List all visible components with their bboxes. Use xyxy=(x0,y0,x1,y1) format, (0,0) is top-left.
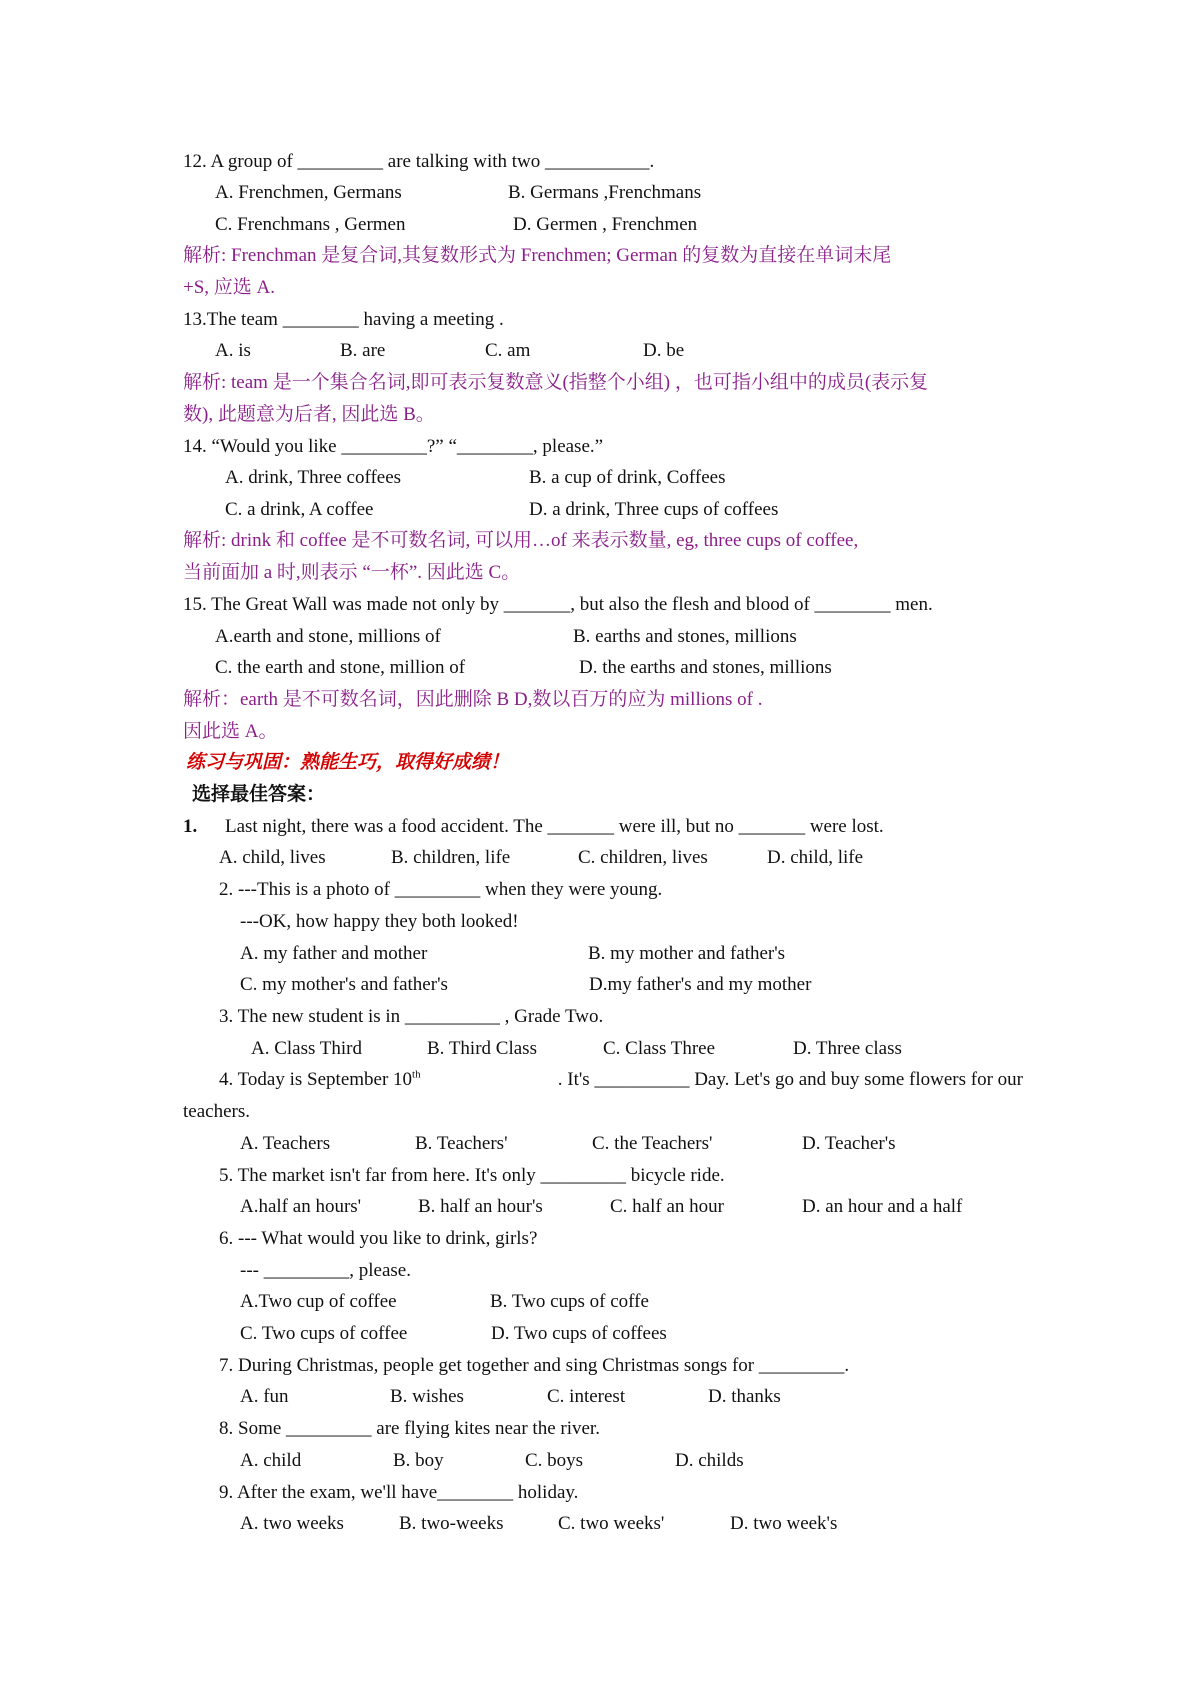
option-d: D.my father's and my mother xyxy=(589,974,812,995)
heading-text: 练习与巩固：熟能生巧，取得好成绩！ xyxy=(186,752,510,773)
option-c: C. boys xyxy=(525,1450,584,1471)
option-a: A. fun xyxy=(240,1386,289,1407)
question-stem: 2. ---This is a photo of _________ when they were young. xyxy=(219,879,663,900)
option-b: B. earths and stones, millions xyxy=(573,626,797,647)
option-d: D. two week's xyxy=(730,1513,838,1534)
option-d: D. Three class xyxy=(793,1038,902,1059)
option-a: A. Frenchmen, Germans xyxy=(215,182,402,203)
option-a: A. child xyxy=(240,1450,302,1471)
option-b: B. two-weeks xyxy=(399,1513,504,1534)
option-d: D. be xyxy=(643,340,685,361)
question-stem: 3. The new student is in __________ , Grade Two. xyxy=(219,1006,604,1027)
option-c: C. children, lives xyxy=(578,847,708,868)
explanation-line: +S, 应选 A. xyxy=(183,277,276,298)
question-stem: ---OK, how happy they both looked! xyxy=(240,911,519,932)
option-b: B. Third Class xyxy=(427,1038,537,1059)
option-a: A. my father and mother xyxy=(240,943,428,964)
option-b: B. children, life xyxy=(391,847,511,868)
question-stem: teachers. xyxy=(183,1101,250,1122)
question-stem xyxy=(219,1068,1023,1092)
question-stem: 8. Some _________ are flying kites near the river. xyxy=(219,1418,600,1439)
question-stem: 13.The team ________ having a meeting . xyxy=(183,309,504,330)
option-c: C. am xyxy=(485,340,531,361)
question-stem: 7. During Christmas, people get together and sing Christmas songs for _________. xyxy=(219,1355,850,1376)
explanation-line: 因此选 A。 xyxy=(183,721,278,742)
option-d: D. Two cups of coffees xyxy=(491,1323,667,1344)
option-d: D. child, life xyxy=(767,847,864,868)
question-stem: 15. The Great Wall was made not only by _______, but also the flesh and blood of ________ men. xyxy=(183,594,933,615)
stem-part: . It's __________ Day. Let's go and buy some flowers for our xyxy=(557,1069,1023,1090)
option-a: A. child, lives xyxy=(219,847,326,868)
option-b: B. a cup of drink, Coffees xyxy=(529,467,726,488)
option-d: D. the earths and stones, millions xyxy=(579,657,832,678)
option-b: B. half an hour's xyxy=(418,1196,543,1217)
option-a: A. drink, Three coffees xyxy=(225,467,402,488)
option-c: C. Class Three xyxy=(603,1038,716,1059)
option-c: C. a drink, A coffee xyxy=(225,499,374,520)
explanation-line: 当前面加 a 时,则表示 “一杯”. 因此选 C。 xyxy=(183,562,521,583)
option-c: C. the earth and stone, million of xyxy=(215,657,466,678)
option-a: A.half an hours' xyxy=(240,1196,362,1217)
option-a: A. Teachers xyxy=(240,1133,331,1154)
option-b: B. wishes xyxy=(390,1386,464,1407)
explanation-line: 解析: team 是一个集合名词,即可表示复数意义(指整个小组) ，也可指小组中的成员(表示复 xyxy=(183,372,929,393)
option-c: C. Frenchmans , Germen xyxy=(215,214,406,235)
superscript: th xyxy=(412,1068,421,1081)
option-c: C. two weeks' xyxy=(558,1513,665,1534)
option-d: D. thanks xyxy=(708,1386,781,1407)
option-a: A. two weeks xyxy=(240,1513,344,1534)
option-d: D. Teacher's xyxy=(802,1133,896,1154)
option-a: A. Class Third xyxy=(251,1038,363,1059)
explanation-line: 解析：earth 是不可数名词，因此删除 B D,数以百万的应为 millions of . xyxy=(183,689,763,710)
exercise-number: 1. xyxy=(183,816,198,837)
question-stem: 9. After the exam, we'll have________ holiday. xyxy=(219,1482,579,1503)
question-stem: 5. The market isn't far from here. It's only _________ bicycle ride. xyxy=(219,1165,725,1186)
option-d: D. a drink, Three cups of coffees xyxy=(529,499,779,520)
option-c: C. my mother's and father's xyxy=(240,974,448,995)
option-b: B. Germans ,Frenchmans xyxy=(508,182,702,203)
option-d: D. Germen , Frenchmen xyxy=(513,214,698,235)
explanation-line: 解析: drink 和 coffee 是不可数名词, 可以用…of 来表示数量, eg, three cups of coffee, xyxy=(183,530,859,551)
question-stem: 6. --- What would you like to drink, girls? xyxy=(219,1228,538,1249)
option-c: C. Two cups of coffee xyxy=(240,1323,408,1344)
stem-part: 4. Today is September 10th xyxy=(219,1068,421,1090)
option-a: A.earth and stone, millions of xyxy=(215,626,441,647)
option-b: B. Teachers' xyxy=(415,1133,508,1154)
question-stem: 12. A group of _________ are talking with two ___________. xyxy=(183,151,655,172)
option-c: C. half an hour xyxy=(610,1196,724,1217)
heading-text: 选择最佳答案： xyxy=(192,784,326,805)
option-a: A.Two cup of coffee xyxy=(240,1291,397,1312)
option-c: C. interest xyxy=(547,1386,626,1407)
option-c: C. the Teachers' xyxy=(592,1133,713,1154)
option-b: B. Two cups of coffe xyxy=(490,1291,649,1312)
option-d: D. childs xyxy=(675,1450,744,1471)
explanation-line: 数), 此题意为后者, 因此选 B。 xyxy=(183,404,435,425)
explanation-line: 解析: Frenchman 是复合词,其复数形式为 Frenchmen; German 的复数为直接在单词末尾 xyxy=(183,245,892,266)
option-a: A. is xyxy=(215,340,251,361)
question-stem: 14. “Would you like _________?” “________, please.” xyxy=(183,436,604,457)
option-b: B. my mother and father's xyxy=(588,943,786,964)
question-stem: --- _________, please. xyxy=(240,1260,411,1281)
question-stem: Last night, there was a food accident. The _______ were ill, but no _______ were lost. xyxy=(225,816,884,837)
option-b: B. boy xyxy=(393,1450,444,1471)
option-d: D. an hour and a half xyxy=(802,1196,963,1217)
option-b: B. are xyxy=(340,340,386,361)
